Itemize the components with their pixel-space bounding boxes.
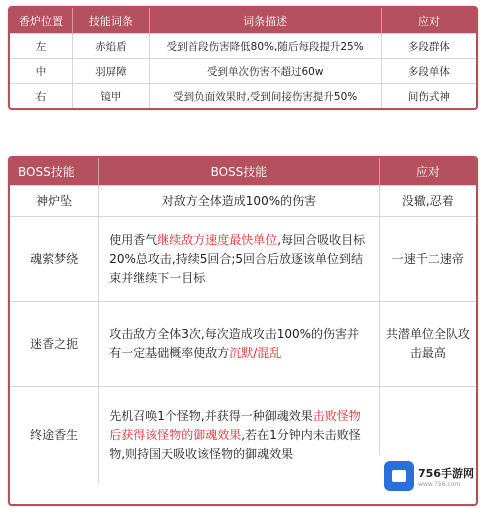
table-row	[10, 186, 476, 217]
position-table-header	[10, 8, 476, 34]
cell-desc: 受到单次伤害不超过60w	[149, 59, 381, 84]
desc-highlight: 继续敌方速度最快单位	[157, 232, 278, 247]
cell-desc: 受到首段伤害降低80%,随后每段提升25%	[149, 34, 381, 59]
cell-skill-desc	[99, 302, 379, 387]
table-row	[10, 217, 476, 302]
cell-skill-name: 终途香生	[10, 387, 99, 484]
table-row	[10, 59, 476, 84]
desc-highlight: 击败怪物后获得该怪物的御魂效果	[109, 408, 361, 442]
cell-counter: 一速千二速帝	[379, 217, 476, 302]
desc-text: ,每回合吸收目标20%总攻击,持续5回合;5回合后放逐该单位到结束并继续下一目标	[109, 232, 366, 285]
watermark-text	[418, 465, 474, 488]
desc-text: 攻击敌方全体3次,每次造成攻击100%的伤害并有一定基础概率使敌方	[109, 327, 360, 360]
cell-position: 右	[10, 84, 73, 109]
cell-position: 中	[10, 59, 73, 84]
cell-skill: 赤焰盾	[73, 34, 150, 59]
cell-skill-name: 迷香之扼	[10, 302, 99, 387]
header-position: 香炉位置	[10, 8, 73, 34]
watermark-name: 756手游网	[418, 466, 474, 480]
table-row	[10, 84, 476, 109]
cell-counter: 多段单体	[381, 59, 476, 84]
header-counter: 应对	[379, 158, 476, 186]
cell-desc: 受到负面效果时,受到间接伤害提升50%	[149, 84, 381, 109]
cell-counter: 多段群体	[381, 34, 476, 59]
header-counter: 应对	[381, 8, 476, 34]
desc-text: 先机召唤1个怪物,并获得一种御魂效果	[109, 408, 313, 423]
cell-skill: 羽屏障	[73, 59, 150, 84]
cell-skill-name: 魂萦梦绕	[10, 217, 99, 302]
cell-skill-desc	[99, 217, 379, 302]
header-boss-skill: BOSS技能	[10, 158, 99, 186]
desc-text: 对敌方全体造成100%的伤害	[161, 193, 317, 208]
position-table-card	[8, 6, 478, 110]
cell-counter: 共潜单位全队攻击最高	[379, 302, 476, 387]
desc-text: ,若在1分钟内未击败怪物,则持国天吸收该怪物的御魂效果	[109, 427, 361, 461]
cell-skill-desc	[99, 387, 379, 484]
cell-skill: 镜甲	[73, 84, 150, 109]
header-skill: 技能词条	[73, 8, 150, 34]
table-row	[10, 34, 476, 59]
position-table	[10, 8, 476, 108]
cell-skill-desc	[99, 186, 379, 217]
desc-highlight: 沉默/混乱	[229, 346, 282, 360]
site-watermark	[378, 454, 476, 498]
header-desc: 词条描述	[149, 8, 381, 34]
boss-table	[10, 158, 476, 483]
boss-table-header	[10, 158, 476, 186]
cell-position: 左	[10, 34, 73, 59]
cell-skill-name: 神炉坠	[10, 186, 99, 217]
desc-text: 使用香气	[109, 232, 158, 247]
header-boss-skill-desc: BOSS技能	[99, 158, 379, 186]
cell-counter: 间伤式神	[381, 84, 476, 109]
watermark-url: www.756.com	[418, 480, 461, 488]
site-logo-icon	[384, 461, 414, 491]
cell-counter: 没辙,忍着	[379, 186, 476, 217]
table-row	[10, 302, 476, 387]
